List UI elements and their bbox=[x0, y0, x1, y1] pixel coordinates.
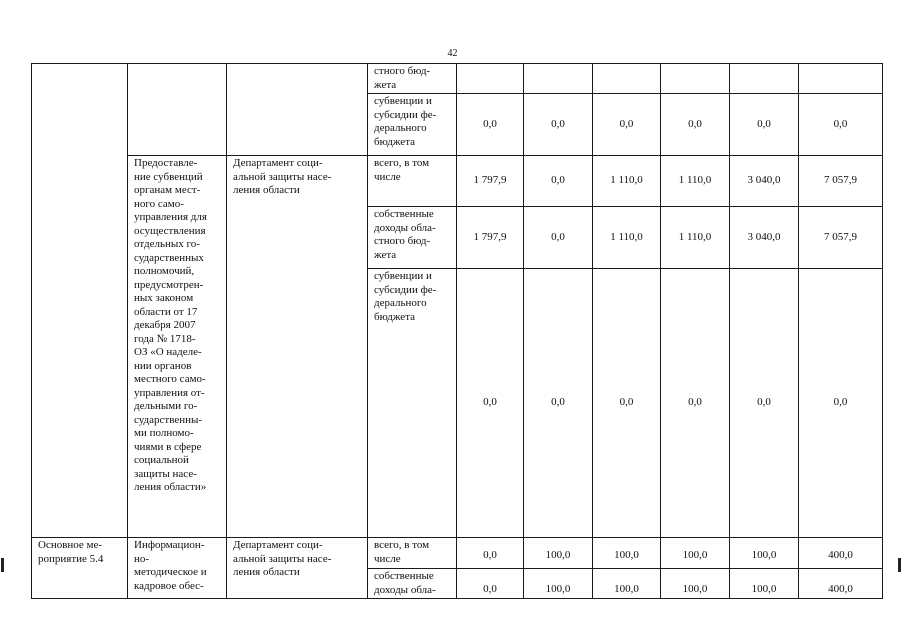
table-row bbox=[32, 64, 883, 94]
value-cell: 3 040,0 bbox=[730, 207, 799, 269]
funding-source-cell: субвенции и субсидии фе- дерального бюджета bbox=[368, 94, 457, 156]
executor-cell: Департамент соци- альной защиты насе- ления области bbox=[227, 156, 368, 538]
value-cell: 100,0 bbox=[593, 538, 661, 569]
value-cell: 0,0 bbox=[593, 94, 661, 156]
value-cell bbox=[524, 64, 593, 94]
funding-source-cell: всего, в том числе bbox=[368, 156, 457, 207]
activity-cell-continued bbox=[128, 64, 227, 156]
value-cell: 1 797,9 bbox=[457, 207, 524, 269]
value-cell: 7 057,9 bbox=[799, 207, 883, 269]
value-cell: 0,0 bbox=[661, 269, 730, 538]
value-cell: 0,0 bbox=[457, 94, 524, 156]
value-cell: 100,0 bbox=[661, 569, 730, 599]
program-cell-continued bbox=[32, 64, 128, 538]
executor-cell-continued bbox=[227, 64, 368, 156]
value-cell: 1 110,0 bbox=[593, 207, 661, 269]
value-cell: 100,0 bbox=[730, 538, 799, 569]
value-cell: 100,0 bbox=[593, 569, 661, 599]
left-margin-mark bbox=[1, 558, 4, 572]
value-cell: 0,0 bbox=[457, 538, 524, 569]
funding-source-cell: собственные доходы обла- стного бюд- жета bbox=[368, 207, 457, 269]
value-cell: 1 110,0 bbox=[661, 156, 730, 207]
activity-cell: Предоставле- ние субвенций органам мест- ного само- управления для осуществления отдельных го- сударственных полномочий, предусмотрен- ных законом области от 17 декабря 2007 года № 1718- ОЗ «О наделе- нии органов местного само- управления от- дельными го- сударственны- ми полномо- чиями в сфере социальной защиты насе- ления области» bbox=[128, 156, 227, 538]
value-cell: 7 057,9 bbox=[799, 156, 883, 207]
value-cell bbox=[799, 64, 883, 94]
value-cell: 1 110,0 bbox=[593, 156, 661, 207]
value-cell: 400,0 bbox=[799, 569, 883, 599]
value-cell: 1 797,9 bbox=[457, 156, 524, 207]
activity-cell: Информацион- но- методическое и кадровое обес- bbox=[128, 538, 227, 599]
table-row bbox=[32, 156, 883, 207]
value-cell bbox=[593, 64, 661, 94]
value-cell: 0,0 bbox=[524, 94, 593, 156]
value-cell: 3 040,0 bbox=[730, 156, 799, 207]
value-cell: 1 110,0 bbox=[661, 207, 730, 269]
executor-cell: Департамент соци- альной защиты насе- ления области bbox=[227, 538, 368, 599]
funding-source-cell: собственные доходы обла- bbox=[368, 569, 457, 599]
value-cell bbox=[730, 64, 799, 94]
value-cell bbox=[661, 64, 730, 94]
budget-table bbox=[31, 63, 883, 599]
value-cell: 0,0 bbox=[524, 269, 593, 538]
value-cell: 100,0 bbox=[730, 569, 799, 599]
table-row bbox=[32, 538, 883, 569]
value-cell: 0,0 bbox=[730, 94, 799, 156]
funding-source-cell: всего, в том числе bbox=[368, 538, 457, 569]
funding-source-cell: субвенции и субсидии фе- дерального бюджета bbox=[368, 269, 457, 538]
value-cell: 0,0 bbox=[799, 94, 883, 156]
funding-source-cell: стного бюд- жета bbox=[368, 64, 457, 94]
value-cell bbox=[457, 64, 524, 94]
value-cell: 0,0 bbox=[593, 269, 661, 538]
value-cell: 100,0 bbox=[524, 538, 593, 569]
value-cell: 0,0 bbox=[457, 569, 524, 599]
value-cell: 0,0 bbox=[524, 156, 593, 207]
page-number: 42 bbox=[447, 48, 458, 59]
value-cell: 100,0 bbox=[661, 538, 730, 569]
value-cell: 0,0 bbox=[730, 269, 799, 538]
right-margin-mark bbox=[898, 558, 901, 572]
value-cell: 0,0 bbox=[524, 207, 593, 269]
value-cell: 400,0 bbox=[799, 538, 883, 569]
value-cell: 100,0 bbox=[524, 569, 593, 599]
value-cell: 0,0 bbox=[457, 269, 524, 538]
value-cell: 0,0 bbox=[799, 269, 883, 538]
program-cell: Основное ме- роприятие 5.4 bbox=[32, 538, 128, 599]
value-cell: 0,0 bbox=[661, 94, 730, 156]
